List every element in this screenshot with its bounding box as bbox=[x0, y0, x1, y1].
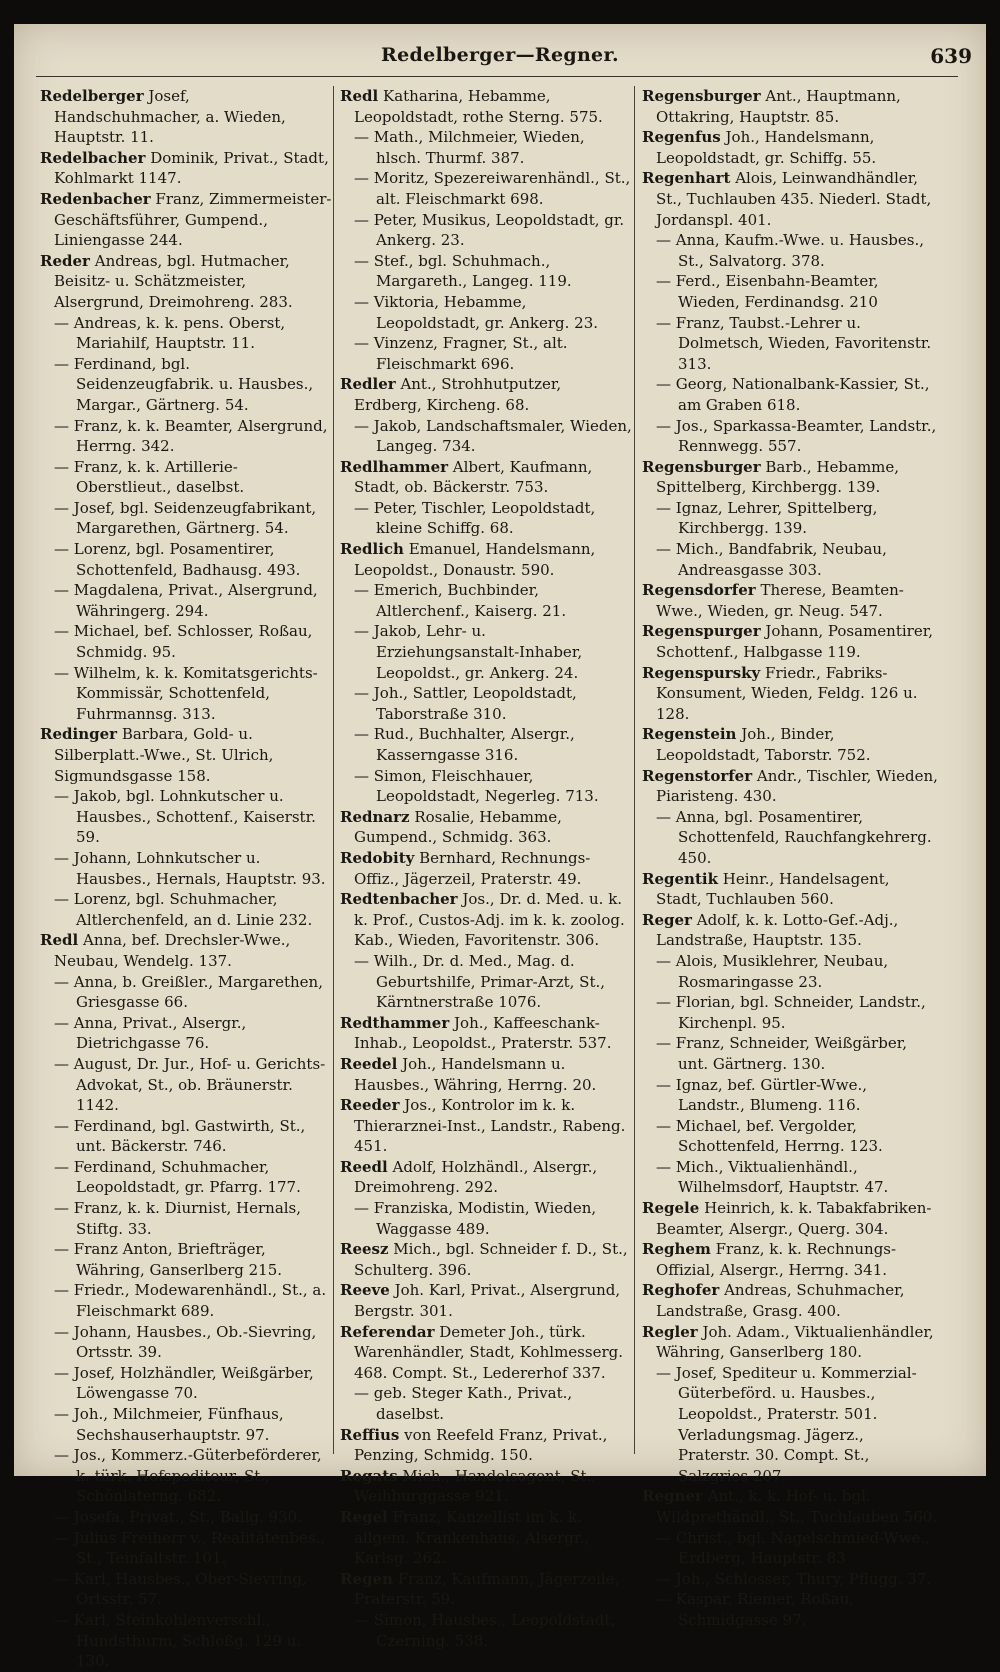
entry-details: Anna, Kaufm.-Wwe. u. Hausbes., St., Salvatorg. 378. bbox=[675, 231, 924, 270]
entry-surname: Redler bbox=[340, 375, 396, 394]
entry-details: Bernhard, Rechnungs-Offiz., Jägerzeil, Praterstr. 49. bbox=[354, 848, 591, 888]
entry-details: Peter, Musikus, Leopoldstadt, gr. Ankerg. 23. bbox=[373, 210, 625, 250]
entry-surname: Regenfus bbox=[642, 128, 721, 147]
entry-details: Alois, Musiklehrer, Neubau, Rosmaringasse 23. bbox=[675, 951, 889, 991]
directory-entry bbox=[336, 1466, 632, 1507]
entry-details: Michael, bef. Vergolder, Schottenfeld, Herrng. 123. bbox=[675, 1116, 883, 1156]
entry-surname: Regner bbox=[642, 1487, 703, 1506]
entry-details: Wilhelm, k. k. Komitatsgerichts-Kommissär, Schottenfeld, Fuhrmannsg. 313. bbox=[73, 663, 318, 723]
entry-surname: Regentik bbox=[642, 869, 718, 888]
directory-entry bbox=[336, 1569, 632, 1610]
entry-surname: Regats bbox=[340, 1466, 398, 1485]
directory-entry bbox=[36, 621, 332, 662]
entry-surname: Redlich bbox=[340, 540, 404, 559]
directory-entry bbox=[36, 889, 332, 930]
entry-details: Josefa, Privat., St., Ballg. 930. bbox=[73, 1507, 302, 1526]
entry-details: Simon, Hausbes., Leopoldstadt, Czerning. 538. bbox=[373, 1610, 616, 1650]
entry-details: Magdalena, Privat., Alsergrund, Währingerg. 294. bbox=[73, 581, 318, 620]
entry-details: Joh., Milchmeier, Fünfhaus, Sechshauserhauptstr. 97. bbox=[73, 1405, 284, 1444]
directory-entry bbox=[336, 1198, 632, 1239]
entry-details: Heinr., Handelsagent, Stadt, Tuchlauben 560. bbox=[656, 869, 890, 909]
directory-entry bbox=[638, 869, 938, 910]
directory-entry bbox=[36, 539, 332, 580]
directory-entry bbox=[336, 621, 632, 683]
directory-entry bbox=[36, 1280, 332, 1321]
directory-entry bbox=[336, 1013, 632, 1054]
directory-entry bbox=[336, 1507, 632, 1569]
entry-details: Joh., Kaffeeschank-Inhab., Leopoldst., Praterstr. 537. bbox=[354, 1013, 612, 1053]
entry-details: Wilh., Dr. d. Med., Mag. d. Geburtshilfe, Primar-Arzt, St., Kärntnerstraße 1076. bbox=[373, 951, 606, 1012]
directory-entry bbox=[336, 724, 632, 765]
entry-surname: Redl bbox=[40, 931, 79, 950]
entry-details: Anna, Privat., Alsergr., Dietrichgasse 76. bbox=[73, 1013, 247, 1053]
directory-entry bbox=[336, 807, 632, 848]
directory-entry bbox=[638, 992, 938, 1033]
directory-entry bbox=[36, 1507, 332, 1528]
directory-page bbox=[14, 24, 986, 1671]
entry-details: Ant., Hauptmann, Ottakring, Hauptstr. 85. bbox=[656, 87, 901, 126]
entry-details: Anna, bef. Drechsler-Wwe., Neubau, Wendelg. 137. bbox=[54, 931, 291, 970]
directory-entry bbox=[638, 1033, 938, 1074]
directory-entry bbox=[638, 313, 938, 375]
entry-details: Alois, Leinwandhändler, St., Tuchlauben 435. Niederl. Stadt, Jordanspl. 401. bbox=[656, 169, 932, 229]
entry-surname: Reder bbox=[40, 251, 90, 270]
entry-details: Katharina, Hebamme, Leopoldstadt, rothe Sterng. 575. bbox=[354, 87, 603, 126]
entry-details: Mich., bgl. Schneider f. D., St., Schulterg. 396. bbox=[354, 1240, 628, 1279]
entry-details: Jos., Dr. d. Med. u. k. k. Prof., Custos-Adj. im k. k. zoolog. Kab., Wieden, Favoritenstr. 306. bbox=[354, 890, 625, 950]
entry-details: Rosalie, Hebamme, Gumpend., Schmidg. 363. bbox=[354, 807, 562, 847]
entry-details: Johann, Hausbes., Ob.-Sievring, Ortsstr. 39. bbox=[73, 1322, 317, 1362]
directory-entry bbox=[638, 1569, 938, 1590]
entry-details: Albert, Kaufmann, Stadt, ob. Bäckerstr. 753. bbox=[354, 457, 593, 497]
entry-surname: Redlhammer bbox=[340, 457, 449, 476]
entry-details: August, Dr. Jur., Hof- u. Gerichts-Advokat, St., ob. Bräunerstr. 1142. bbox=[73, 1054, 326, 1115]
entry-surname: Regenhart bbox=[642, 169, 731, 188]
entry-details: Vinzenz, Fragner, St., alt. Fleischmarkt 696. bbox=[373, 334, 568, 373]
directory-entry bbox=[36, 148, 332, 189]
directory-entry bbox=[336, 1095, 632, 1157]
directory-entry bbox=[638, 457, 938, 498]
entry-details: Mich., Viktualienhändl., Wilhelmsdorf, Hauptstr. 47. bbox=[675, 1157, 889, 1197]
directory-entry bbox=[36, 663, 332, 725]
directory-entry bbox=[638, 539, 938, 580]
directory-entry bbox=[336, 1383, 632, 1424]
directory-entry bbox=[336, 580, 632, 621]
column-3 bbox=[638, 86, 938, 1629]
directory-entry bbox=[336, 1157, 632, 1198]
entry-surname: Regenspursky bbox=[642, 663, 761, 682]
directory-entry bbox=[336, 1054, 632, 1095]
entry-details: Karl, Hausbes., Ober-Sievring, Ortsstr. 57. bbox=[73, 1569, 307, 1609]
entry-surname: Rednarz bbox=[340, 807, 410, 826]
directory-entry bbox=[336, 498, 632, 539]
entry-details: Georg, Nationalbank-Kassier, St., am Graben 618. bbox=[675, 375, 930, 414]
entry-surname: Redobity bbox=[340, 848, 415, 867]
entry-surname: Regele bbox=[642, 1199, 700, 1218]
entry-details: Therese, Beamten-Wwe., Wieden, gr. Neug. 547. bbox=[656, 581, 904, 620]
entry-details: Franz, k. k. Rechnungs-Offizial, Alsergr., Herrng. 341. bbox=[656, 1240, 897, 1279]
directory-entry bbox=[638, 1322, 938, 1363]
entry-surname: Regen bbox=[340, 1569, 393, 1588]
entry-details: Florian, bgl. Schneider, Landstr., Kirchenpl. 95. bbox=[675, 993, 926, 1032]
running-head: Redelberger—Regner. bbox=[381, 44, 619, 66]
directory-entry bbox=[638, 1528, 938, 1569]
directory-entry bbox=[638, 1363, 938, 1487]
entry-surname: Regler bbox=[642, 1322, 698, 1341]
entry-details: Stef., bgl. Schuhmach., Margareth., Langeg. 119. bbox=[373, 251, 572, 291]
directory-entry bbox=[638, 910, 938, 951]
entry-details: Andreas, bgl. Hutmacher, Beisitz- u. Schätzmeister, Alsergrund, Dreimohreng. 283. bbox=[54, 251, 293, 311]
directory-entry bbox=[638, 271, 938, 312]
directory-entry bbox=[638, 127, 938, 168]
directory-entry bbox=[336, 683, 632, 724]
entry-details: Josef, bgl. Seidenzeugfabrikant, Margarethen, Gärtnerg. 54. bbox=[73, 498, 317, 538]
directory-entry bbox=[638, 1280, 938, 1321]
directory-entry bbox=[36, 1528, 332, 1569]
directory-entry bbox=[336, 539, 632, 580]
directory-entry bbox=[36, 313, 332, 354]
entry-surname: Redtenbacher bbox=[340, 890, 458, 909]
entry-details: Ignaz, Lehrer, Spittelberg, Kirchbergg. 139. bbox=[675, 498, 878, 538]
entry-surname: Redl bbox=[340, 87, 379, 105]
entry-surname: Reedel bbox=[340, 1054, 398, 1073]
column-divider bbox=[333, 86, 334, 1454]
column-1 bbox=[36, 86, 332, 1671]
directory-entry bbox=[36, 1363, 332, 1404]
entry-details: Joh., Handelsmann, Leopoldstadt, gr. Schiffg. 55. bbox=[656, 128, 877, 167]
entry-surname: Reesz bbox=[340, 1240, 389, 1259]
directory-entry bbox=[36, 1157, 332, 1198]
directory-entry bbox=[336, 1280, 632, 1321]
directory-entry bbox=[638, 621, 938, 662]
entry-details: Rud., Buchhalter, Alsergr., Kasserngasse 316. bbox=[373, 725, 575, 764]
directory-entry bbox=[638, 416, 938, 457]
directory-entry bbox=[36, 1198, 332, 1239]
entry-details: Franz, Schneider, Weißgärber, unt. Gärtnerg. 130. bbox=[675, 1034, 907, 1073]
entry-surname: Reghem bbox=[642, 1240, 711, 1259]
column-2 bbox=[336, 86, 632, 1650]
entry-details: Andr., Tischler, Wieden, Piaristeng. 430. bbox=[656, 766, 938, 806]
entry-details: geb. Steger Kath., Privat., daselbst. bbox=[373, 1384, 573, 1423]
directory-entry bbox=[36, 580, 332, 621]
entry-details: Andreas, k. k. pens. Oberst, Mariahilf, Hauptstr. 11. bbox=[73, 313, 286, 353]
entry-surname: Redinger bbox=[40, 725, 118, 744]
entry-surname: Redthammer bbox=[340, 1013, 450, 1032]
entry-surname: Regensburger bbox=[642, 87, 761, 105]
entry-details: Joh., Schlosser, Thury, Pflugg. 37. bbox=[675, 1569, 932, 1588]
directory-entry bbox=[638, 807, 938, 869]
entry-surname: Reger bbox=[642, 910, 692, 929]
entry-details: Ferd., Eisenbahn-Beamter, Wieden, Ferdinandsg. 210 bbox=[675, 272, 879, 311]
entry-details: Ant., k. k. Hof- u. bgl. Wildprethändl., St., Tuchlauben 560. bbox=[656, 1487, 938, 1526]
entry-details: Emerich, Buchbinder, Altlerchenf., Kaiserg. 21. bbox=[373, 581, 567, 620]
directory-entry bbox=[36, 1054, 332, 1116]
directory-entry bbox=[336, 168, 632, 209]
entry-surname: Regenstorfer bbox=[642, 766, 753, 785]
entry-details: Mich., Bandfabrik, Neubau, Andreasgasse 303. bbox=[675, 540, 887, 579]
entry-details: Anna, b. Greißler., Margarethen, Griesgasse 66. bbox=[73, 972, 323, 1012]
directory-entry bbox=[336, 889, 632, 951]
directory-entry bbox=[336, 292, 632, 333]
directory-entry bbox=[336, 374, 632, 415]
entry-surname: Reghofer bbox=[642, 1281, 720, 1300]
directory-entry bbox=[36, 1013, 332, 1054]
entry-details: Friedr., Modewarenhändl., St., a. Fleischmarkt 689. bbox=[73, 1281, 327, 1321]
directory-entry bbox=[638, 168, 938, 230]
entry-surname: Redelbacher bbox=[40, 148, 146, 167]
directory-entry bbox=[336, 1610, 632, 1651]
entry-surname: Reeve bbox=[340, 1281, 390, 1300]
directory-entry bbox=[36, 189, 332, 251]
entry-details: Jakob, bgl. Lohnkutscher u. Hausbes., Schottenf., Kaiserstr. 59. bbox=[73, 787, 316, 847]
entry-details: Joh., Handelsmann u. Hausbes., Währing, Herrng. 20. bbox=[354, 1054, 597, 1094]
directory-entry bbox=[336, 1322, 632, 1384]
directory-entry bbox=[36, 354, 332, 416]
entry-details: Johann, Posamentirer, Schottenf., Halbgasse 119. bbox=[656, 622, 933, 662]
entry-details: Heinrich, k. k. Tabakfabriken-Beamter, Alsergr., Querg. 304. bbox=[656, 1199, 932, 1238]
directory-entry bbox=[336, 457, 632, 498]
entry-details: Emanuel, Handelsmann, Leopoldst., Donaustr. 590. bbox=[354, 540, 596, 579]
directory-entry bbox=[336, 416, 632, 457]
entry-details: Ferdinand, bgl. Gastwirth, St., unt. Bäckerstr. 746. bbox=[73, 1116, 306, 1156]
entry-details: Franz, k. k. Artillerie-Oberstlieut., daselbst. bbox=[73, 457, 245, 497]
entry-surname: Reeder bbox=[340, 1096, 400, 1115]
directory-entry bbox=[638, 1486, 938, 1527]
entry-details: Lorenz, bgl. Posamentirer, Schottenfeld, Badhausg. 493. bbox=[73, 540, 301, 579]
entry-surname: Regenspurger bbox=[642, 622, 761, 641]
directory-entry bbox=[36, 848, 332, 889]
directory-entry bbox=[36, 786, 332, 848]
entry-details: Mich., Handelsagent, St., Weihburggasse 921. bbox=[354, 1466, 597, 1506]
directory-entry bbox=[638, 580, 938, 621]
directory-entry bbox=[36, 1569, 332, 1610]
directory-entry bbox=[36, 1239, 332, 1280]
entry-details: Ignaz, bef. Gürtler-Wwe., Landstr., Blumeng. 116. bbox=[675, 1075, 867, 1115]
entry-details: Franz, Kanzellist im k. k. allgem. Krankenhaus, Alsergr., Karlsg. 262. bbox=[354, 1507, 589, 1568]
directory-entry bbox=[336, 1239, 632, 1280]
entry-details: Ferdinand, bgl. Seidenzeugfabrik. u. Hausbes., Margar., Gärtnerg. 54. bbox=[73, 354, 314, 414]
directory-entry bbox=[638, 1116, 938, 1157]
directory-entry bbox=[336, 86, 632, 127]
entry-details: Math., Milchmeier, Wieden, hlsch. Thurmf. 387. bbox=[373, 128, 585, 167]
entry-details: Simon, Fleischhauer, Leopoldstadt, Negerleg. 713. bbox=[373, 766, 599, 806]
column-divider bbox=[634, 86, 635, 1454]
entry-details: Josef, Handschuhmacher, a. Wieden, Hauptstr. 11. bbox=[54, 87, 286, 147]
entry-details: Andreas, Schuhmacher, Landstraße, Grasg. 400. bbox=[656, 1281, 905, 1321]
directory-entry bbox=[336, 251, 632, 292]
entry-details: Franz, Kaufmann, Jägerzeile, Praterstr. 59. bbox=[354, 1569, 620, 1609]
entry-details: Peter, Tischler, Leopoldstadt, kleine Schiffg. 68. bbox=[373, 498, 596, 538]
entry-surname: Regensburger bbox=[642, 457, 761, 476]
directory-entry bbox=[36, 724, 332, 786]
directory-entry bbox=[336, 333, 632, 374]
entry-details: Karl, Steinkohlenverschl., Hundsthurm, Schloßg. 129 u. 130. bbox=[73, 1610, 302, 1671]
directory-entry bbox=[638, 1198, 938, 1239]
directory-entry bbox=[36, 972, 332, 1013]
entry-details: Adolf, Holzhändl., Alsergr., Dreimohreng. 292. bbox=[354, 1157, 598, 1197]
entry-details: Jakob, Landschaftsmaler, Wieden, Langeg. 734. bbox=[373, 416, 632, 456]
entry-surname: Redelberger bbox=[40, 87, 144, 105]
entry-details: Josef, Holzhändler, Weißgärber, Löwengasse 70. bbox=[73, 1363, 314, 1403]
entry-details: Dominik, Privat., Stadt, Kohlmarkt 1147. bbox=[54, 148, 329, 188]
entry-details: Viktoria, Hebamme, Leopoldstadt, gr. Ankerg. 23. bbox=[373, 292, 599, 332]
entry-surname: Referendar bbox=[340, 1322, 435, 1341]
directory-entry bbox=[336, 210, 632, 251]
directory-entry bbox=[36, 1404, 332, 1445]
entry-details: Joh., Binder, Leopoldstadt, Taborstr. 752. bbox=[656, 725, 871, 764]
directory-entry bbox=[36, 457, 332, 498]
entry-details: Johann, Lohnkutscher u. Hausbes., Hernals, Hauptstr. 93. bbox=[73, 848, 326, 888]
entry-surname: Reedl bbox=[340, 1157, 388, 1176]
directory-entry bbox=[336, 848, 632, 889]
entry-details: Joh. Karl, Privat., Alsergrund, Bergstr. 301. bbox=[354, 1281, 621, 1321]
entry-details: Barbara, Gold- u. Silberplatt.-Wwe., St. Ulrich, Sigmundsgasse 158. bbox=[54, 725, 274, 785]
directory-entry bbox=[638, 374, 938, 415]
header-rule bbox=[36, 76, 958, 77]
directory-entry bbox=[638, 1075, 938, 1116]
entry-details: Jakob, Lehr- u. Erziehungsanstalt-Inhaber, Leopoldst., gr. Ankerg. 24. bbox=[373, 622, 583, 682]
entry-details: Franz Anton, Briefträger, Währing, Ganserlberg 215. bbox=[73, 1240, 283, 1279]
directory-entry bbox=[638, 1239, 938, 1280]
directory-entry bbox=[36, 251, 332, 313]
page-number: 639 bbox=[930, 44, 972, 68]
directory-entry bbox=[36, 1610, 332, 1672]
entry-surname: Redenbacher bbox=[40, 189, 151, 208]
entry-surname: Reffius bbox=[340, 1425, 400, 1444]
directory-entry bbox=[36, 498, 332, 539]
page-header bbox=[14, 44, 986, 74]
directory-entry bbox=[36, 1116, 332, 1157]
entry-details: Joh. Adam., Viktualienhändler, Währing, Ganserlberg 180. bbox=[656, 1322, 934, 1362]
directory-entry bbox=[638, 230, 938, 271]
entry-details: Kaspar, Riemer, Roßau, Schmidgasse 97. bbox=[675, 1590, 855, 1629]
entry-details: Jos., Sparkassa-Beamter, Landstr., Rennwegg. 557. bbox=[675, 416, 937, 456]
directory-entry bbox=[638, 1589, 938, 1630]
entry-details: Franziska, Modistin, Wieden, Waggasse 489. bbox=[373, 1199, 597, 1238]
entry-details: Julius Freiherr v., Realitätenbes., St., Teinfaltstr. 101. bbox=[73, 1528, 326, 1568]
entry-details: Barb., Hebamme, Spittelberg, Kirchbergg. 139. bbox=[656, 457, 900, 497]
directory-entry bbox=[36, 86, 332, 148]
directory-entry bbox=[36, 1322, 332, 1363]
entry-details: Moritz, Spezereiwarenhändl., St., alt. Fleischmarkt 698. bbox=[373, 169, 631, 208]
entry-details: Adolf, k. k. Lotto-Gef.-Adj., Landstraße, Hauptstr. 135. bbox=[656, 910, 899, 950]
entry-surname: Regel bbox=[340, 1507, 388, 1526]
directory-entry bbox=[36, 930, 332, 971]
entry-details: Christ., bgl. Nagelschmied-Wwe., Erdberg, Hauptstr. 83 bbox=[675, 1528, 930, 1568]
entry-details: Franz, k. k. Diurnist, Hernals, Stiftg. 33. bbox=[73, 1199, 302, 1238]
entry-details: von Reefeld Franz, Privat., Penzing, Schmidg. 150. bbox=[354, 1425, 608, 1465]
entry-details: Franz, Taubst.-Lehrer u. Dolmetsch, Wieden, Favoritenstr. 313. bbox=[675, 313, 932, 373]
directory-entry bbox=[336, 1425, 632, 1466]
directory-entry bbox=[638, 1157, 938, 1198]
entry-details: Franz, k. k. Beamter, Alsergrund, Herrng. 342. bbox=[73, 416, 328, 456]
directory-entry bbox=[336, 951, 632, 1013]
entry-details: Jos., Kommerz.-Güterbeförderer, k. türk. Hofspediteur, St., Schönlaterng. 682. bbox=[73, 1446, 322, 1506]
directory-entry bbox=[36, 1445, 332, 1507]
directory-entry bbox=[638, 663, 938, 725]
directory-entry bbox=[336, 766, 632, 807]
entry-details: Ant., Strohhutputzer, Erdberg, Kircheng. 68. bbox=[354, 375, 562, 414]
entry-details: Friedr., Fabriks-Konsument, Wieden, Feldg. 126 u. 128. bbox=[656, 663, 918, 723]
entry-details: Lorenz, bgl. Schuhmacher, Altlerchenfeld, an d. Linie 232. bbox=[73, 890, 313, 929]
entry-details: Michael, bef. Schlosser, Roßau, Schmidg. 95. bbox=[73, 622, 313, 662]
directory-entry bbox=[638, 724, 938, 765]
directory-entry bbox=[336, 127, 632, 168]
directory-entry bbox=[638, 498, 938, 539]
directory-entry bbox=[638, 86, 938, 127]
entry-details: Ferdinand, Schuhmacher, Leopoldstadt, gr. Pfarrg. 177. bbox=[73, 1157, 301, 1197]
entry-surname: Regenstein bbox=[642, 725, 737, 744]
directory-entry bbox=[638, 766, 938, 807]
entry-details: Anna, bgl. Posamentirer, Schottenfeld, Rauchfangkehrerg. 450. bbox=[675, 807, 932, 867]
entry-details: Franz, Zimmermeister-Geschäftsführer, Gumpend., Liniengasse 244. bbox=[54, 189, 332, 250]
directory-entry bbox=[36, 416, 332, 457]
entry-details: Demeter Joh., türk. Warenhändler, Stadt, Kohlmesserg. 468. Compt. St., Ledererhof 337. bbox=[354, 1322, 623, 1382]
entry-details: Josef, Spediteur u. Kommerzial-Güterbeförd. u. Hausbes., Leopoldst., Praterstr. 501. Verladungsmag. Jägerz., Praterstr. 30. Compt. St., Salzgries 207. bbox=[675, 1363, 917, 1485]
entry-details: Joh., Sattler, Leopoldstadt, Taborstraße 310. bbox=[373, 684, 577, 723]
entry-details: Jos., Kontrolor im k. k. Thierarznei-Inst., Landstr., Rabeng. 451. bbox=[354, 1096, 626, 1156]
directory-entry bbox=[638, 951, 938, 992]
entry-surname: Regensdorfer bbox=[642, 581, 756, 600]
